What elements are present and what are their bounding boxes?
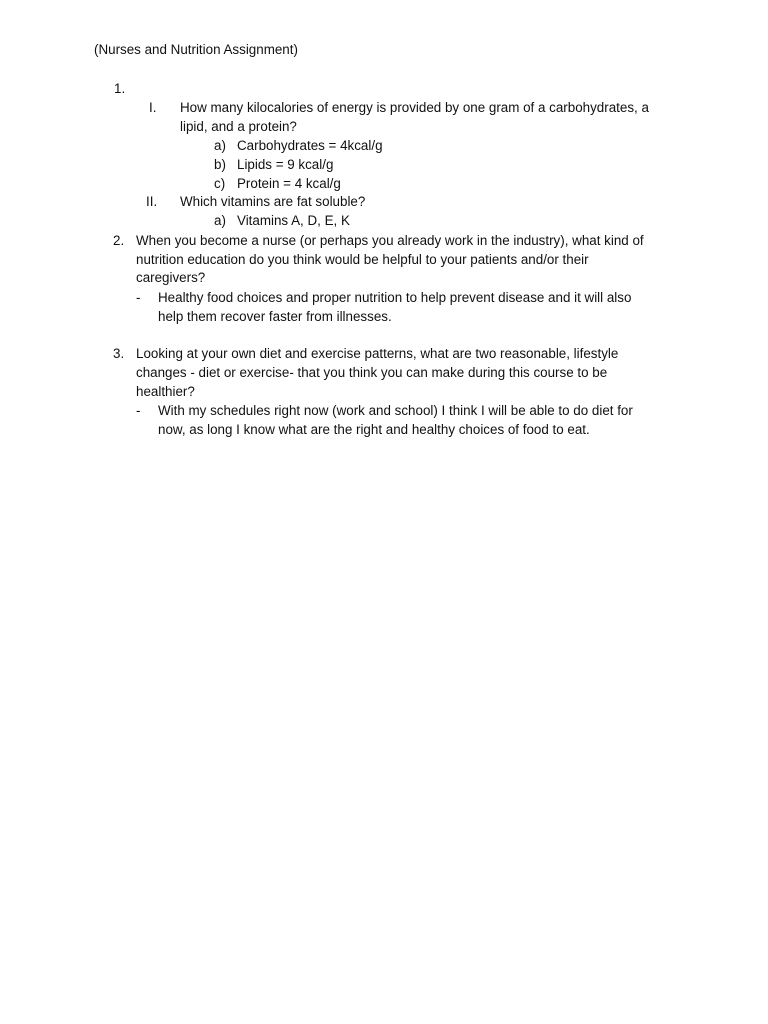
q1-answer-marker: a) xyxy=(214,213,226,228)
q3-answer: With my schedules right now (work and school) I think I will be able to do diet for xyxy=(158,403,633,418)
q1-number: 1. xyxy=(114,81,126,96)
q1-answer-marker: c) xyxy=(214,176,226,191)
q1-part2-question: Which vitamins are fat soluble? xyxy=(180,194,366,209)
q1-part2-numeral: II. xyxy=(146,194,158,209)
document-title: (Nurses and Nutrition Assignment) xyxy=(94,42,298,57)
q3-answer-marker: - xyxy=(136,403,141,418)
q2-number: 2. xyxy=(113,233,125,248)
q1-answer-marker: a) xyxy=(214,138,226,153)
q3-question-cont: changes - diet or exercise- that you think you can make during this course to be xyxy=(136,365,608,380)
q3-number: 3. xyxy=(113,346,125,361)
q2-answer-marker: - xyxy=(136,290,141,305)
q1-part1-question: How many kilocalories of energy is provided by one gram of a carbohydrates, a xyxy=(180,100,649,115)
q3-question-cont: healthier? xyxy=(136,384,195,399)
q1-part1-question-cont: lipid, and a protein? xyxy=(180,119,297,134)
q2-question-cont: caregivers? xyxy=(136,270,206,285)
q1-answer-marker: b) xyxy=(214,157,226,172)
q1-answer-protein: Protein = 4 kcal/g xyxy=(237,176,341,191)
q2-answer: Healthy food choices and proper nutrition to help prevent disease and it will also xyxy=(158,290,632,305)
q3-question: Looking at your own diet and exercise patterns, what are two reasonable, lifestyle xyxy=(136,346,619,361)
q2-question: When you become a nurse (or perhaps you already work in the industry), what kind of xyxy=(136,233,644,248)
q1-part1-numeral: I. xyxy=(149,100,157,115)
q1-answer-lipids: Lipids = 9 kcal/g xyxy=(237,157,334,172)
q2-question-cont: nutrition education do you think would be helpful to your patients and/or their xyxy=(136,252,589,267)
q1-answer-carbohydrates: Carbohydrates = 4kcal/g xyxy=(237,138,383,153)
q2-answer-cont: help them recover faster from illnesses. xyxy=(158,309,392,324)
q3-answer-cont: now, as long I know what are the right and healthy choices of food to eat. xyxy=(158,422,590,437)
q1-answer-vitamins: Vitamins A, D, E, K xyxy=(237,213,350,228)
